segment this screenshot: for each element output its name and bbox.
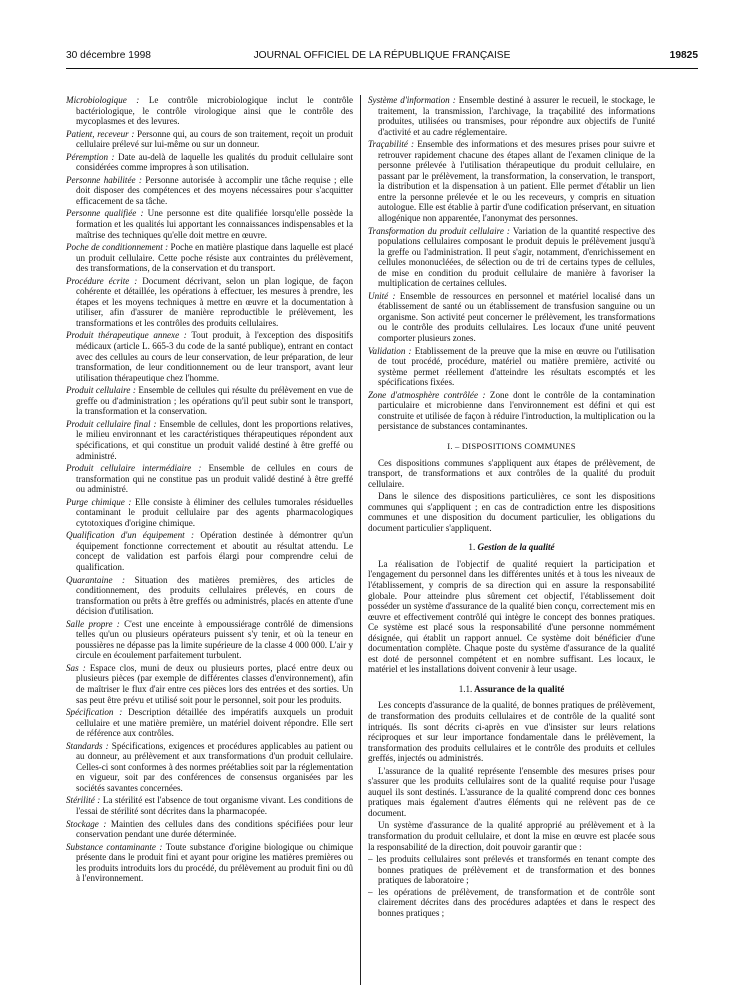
definition-term: Substance contaminante : [66, 841, 163, 852]
definition-text: Situation des matières premières, des articles de conditionnement, des produits cellulaires prélevés, en cours de transformation ou prêts à être greffés ou administrés, placés en attente d'une décision d'utilisation. [76, 574, 353, 617]
definition-entry [66, 242, 353, 274]
definition-entry [66, 819, 353, 840]
definition-entry [66, 795, 353, 816]
definition-entry [66, 463, 353, 495]
definition-text: Personne qui, au cours de son traitement, reçoit un produit cellulaire prélevé sur lui-même ou sur un donneur. [76, 128, 353, 150]
definition-term: Quarantaine : [66, 574, 126, 585]
definition-entry [368, 291, 655, 344]
definition-entry [66, 175, 353, 207]
paragraph: Les concepts d'assurance de la qualité, de bonnes pratiques de prélèvement, de transformation des produits cellulaires et de contrôle de la qualité sont intriqués. Ils sont décrits ci-après en vue d'insister sur leurs relations réciproques et sur leur importance fondamentale dans le prélèvement, la transformation des produits cellulaires et le contrôle des produits et cellules greffés, injectés ou administrés. [368, 700, 655, 764]
definition-term: Personne qualifiée : [66, 208, 144, 219]
definition-term: Qualification d'un équipement : [66, 530, 194, 541]
definition-entry [66, 497, 353, 529]
definition-term: Produit cellulaire intermédiaire : [66, 463, 202, 474]
definition-text: Ensemble de ressources en personnel et matériel localisé dans un établissement de santé ou un établissement de transfusion sanguine ou un organisme. Son activité peut concerner le prélèvement, les transformations ou le contrôle des produits cellulaires. Les locaux d'une unité peuvent comporter plusieurs zones. [378, 290, 655, 344]
definition-text: Description détaillée des impératifs auxquels un produit cellulaire et une matière première, un matériel doivent répondre. Elle sert de référence aux contrôles. [76, 707, 353, 739]
definition-entry [66, 152, 353, 173]
definition-entry [66, 575, 353, 617]
definition-entry [66, 129, 353, 150]
definition-term: Procédure écrite : [66, 275, 138, 286]
page-number: 19825 [669, 50, 698, 61]
definition-text: La stérilité est l'absence de tout organisme vivant. Les conditions de l'essai de stérilité sont décrites dans la pharmacopée. [76, 795, 353, 816]
definition-entry [66, 530, 353, 572]
definition-term: Microbiologique : [66, 95, 140, 105]
right-column [368, 95, 655, 985]
definition-text: Maintien des cellules dans des conditions spécifiées pour leur conservation pendant une durée déterminée. [76, 818, 353, 840]
definition-term: Purge chimique : [66, 496, 132, 507]
definition-term: Traçabilité : [368, 139, 415, 150]
definition-text: Poche en matière plastique dans laquelle est placé un produit cellulaire. Cette poche résiste aux contraintes du prélèvement, des transformations, de la conservation et du transport. [76, 242, 353, 274]
definition-entry [66, 385, 353, 417]
definition-term: Produit cellulaire final : [66, 418, 157, 429]
page-header [66, 46, 698, 69]
definition-entry [368, 226, 655, 289]
paragraph: Ces dispositions communes s'appliquent aux étapes de prélèvement, de transport, de transformations et aux contrôles de la qualité du produit cellulaire. [368, 457, 655, 489]
bullet-list [368, 854, 655, 918]
definition-text: Date au-delà de laquelle les qualités du produit cellulaire sont considérées comme impropres à son utilisation. [76, 151, 353, 173]
header-date: 30 décembre 1998 [66, 50, 151, 61]
definition-entry [66, 95, 353, 127]
definition-term: Spécification : [66, 707, 123, 718]
definition-entry [368, 95, 655, 137]
definition-term: Péremption : [66, 151, 115, 162]
column-divider [360, 95, 361, 985]
definition-term: Unité : [368, 290, 396, 301]
definition-term: Zone d'atmosphère contrôlée : [368, 389, 486, 400]
definition-text: Espace clos, muni de deux ou plusieurs portes, placé entre deux ou plusieurs pièces (par exemple de différentes classes d'environnement), afin de maîtriser le flux d'air entre ces pièces lors des entrées et des sorties. Un sas peut être prévu et utilisé soit pour le personnel, soit pour les produits. [76, 662, 353, 705]
definition-entry [66, 707, 353, 739]
definition-text: Ensemble de cellules en cours de transformation qui ne constitue pas un produit validé destiné à être greffé ou administré. [76, 463, 353, 495]
definition-entry [66, 208, 353, 240]
definition-text: Ensemble destiné à assurer le recueil, le stockage, le traitement, la transmission, l'archivage, la traçabilité des informations produites, utilisées ou transmises, pour répondre aux objectifs de l'unité d'activité et au cadre réglementaire. [378, 95, 655, 137]
subsubsection-number: 1.1. [458, 683, 473, 694]
definition-text: Personne autorisée à accomplir une tâche requise ; elle doit disposer des compétences et des moyens nécessaires pour s'acquitter efficacement de sa tâche. [76, 174, 353, 206]
definition-text: Spécifications, exigences et procédures applicables au patient ou au donneur, au prélèvement et aux transformations d'un produit cellulaire. Celles-ci sont conformes à des normes préétablies soit par la réglementation en vigueur, soit par des conférences de consensus organisées par les sociétés savantes concernées. [76, 740, 353, 793]
definition-entry [66, 330, 353, 383]
section-heading: I. – DISPOSITIONS COMMUNES [447, 440, 576, 451]
subsection-number: 1. [468, 542, 476, 553]
subsection-heading [368, 542, 655, 553]
definition-text: Tout produit, à l'exception des dispositifs médicaux (article L. 665-3 du code de la santé publique), entrant en contact avec des cellules au cours de leur conservation, de leur préparation, de leur transformation, de leur conditionnement ou de leur transport, avant leur utilisation thérapeutique chez l'homme. [76, 330, 353, 383]
definition-text: Document décrivant, selon un plan logique, de façon cohérente et détaillée, les opérations à effectuer, les mesures à prendre, les étapes et les moyens techniques à mettre en œuvre et la documentation à utiliser, afin d'assurer de manière reproductible le prélèvement, les transformations et les contrôles des produits cellulaires. [76, 275, 353, 328]
definition-text: Une personne est dite qualifiée lorsqu'elle possède la formation et les qualités lui apportant les connaissances indispensables et la maîtrise des techniques qu'elle doit mettre en œuvre. [76, 208, 353, 240]
definition-text: Variation de la quantité respective des populations cellulaires composant le produit depuis le prélèvement jusqu'à la greffe ou l'administration. Il peut s'agir, notamment, d'enrichissement en cellules mononucléées, de sélection ou de tri de certains types de cellules, de mise en condition du produit cellulaire de manière à favoriser la multiplication de certaines cellules. [378, 225, 655, 289]
definition-text: Ensemble des informations et des mesures prises pour suivre et retrouver rapidement chacune des étapes allant de l'examen clinique de la personne prélevée à l'utilisation thérapeutique du produit cellulaire, en passant par le prélèvement, la transformation, la conservation, le transport, la distribution et la dispensation à un patient. Elle permet d'établir un lien entre la personne prélevée et le ou les receveurs, y compris en situation autologue. Elle est établie à partir d'une codification préservant, en situation allogénique non apparentée, l'anonymat des personnes. [378, 139, 655, 224]
definition-entry [66, 419, 353, 461]
paragraph: Un système d'assurance de la qualité approprié au prélèvement et à la transformation du produit cellulaire, et dont la mise en œuvre est placée sous la responsabilité de la direction, doit pouvoir garantir que : [368, 820, 655, 852]
definition-term: Patient, receveur : [66, 128, 135, 139]
definition-term: Salle propre : [66, 618, 120, 629]
subsection-title: Gestion de la qualité [477, 542, 555, 553]
definition-text: Le contrôle microbiologique inclut le contrôle bactériologique, le contrôle virologique ainsi que le contrôle des mycoplasmes et des levures. [76, 95, 353, 127]
definition-entry [66, 619, 353, 661]
definition-text: Etablissement de la preuve que la mise en œuvre ou l'utilisation de tout procédé, procédure, matériel ou matière première, activité ou système permet réellement d'atteindre les résultats escomptés et les spécifications fixées. [378, 345, 655, 388]
definition-entry [66, 741, 353, 794]
definition-text: Elle consiste à éliminer des cellules tumorales résiduelles contaminant le produit cellulaire par des agents pharmacologiques cytotoxiques d'origine chimique. [76, 496, 353, 528]
definition-term: Système d'information : [368, 95, 456, 105]
definition-term: Poche de conditionnement : [66, 242, 169, 253]
list-item: – les produits cellulaires sont prélevés et transformés en tenant compte des bonnes pratiques de prélèvement et de transformation et des bonnes pratiques de laboratoire ; [368, 854, 655, 886]
list-item: – les opérations de prélèvement, de transformation et de contrôle sont clairement décrites dans des procédures adaptées et dans le respect des bonnes pratiques ; [368, 886, 655, 918]
definition-text: Ensemble de cellules qui résulte du prélèvement en vue de greffe ou d'administration ; les opérations qu'il peut subir sont le transport, la transformation et la conservation. [76, 385, 353, 417]
definition-term: Produit cellulaire : [66, 385, 136, 396]
left-column [66, 95, 353, 985]
paragraph: L'assurance de la qualité représente l'ensemble des mesures prises pour s'assurer que les produits cellulaires sont de la qualité requise pour l'usage auquel ils sont destinés. L'assurance de la qualité comprend donc ces bonnes pratiques mais également d'autres éléments qui ne relèvent pas de ce document. [368, 765, 655, 818]
definition-term: Produit thérapeutique annexe : [66, 330, 187, 341]
definition-text: Ensemble de cellules, dont les proportions relatives, le milieu environnant et les caractéristiques thérapeutiques répondent aux spécifications, et qui constitue un produit validé destiné à être greffé ou administré. [76, 418, 353, 461]
definition-term: Stérilité : [66, 795, 101, 806]
definition-term: Transformation du produit cellulaire : [368, 225, 510, 236]
definition-entry [368, 139, 655, 223]
paragraph: La réalisation de l'objectif de qualité requiert la participation et l'engagement du personnel dans les différentes unités et à tous les niveaux de l'établissement, y compris de sa direction qui en assure la responsabilité globale. Pour atteindre plus sûrement cet objectif, l'établissement doit posséder un système d'assurance de la qualité bien conçu, correctement mis en œuvre et effectivement contrôlé qui intègre le concept des bonnes pratiques. Ce système est placé sous la responsabilité d'une personne nommément désignée, qui établit un rapport annuel. Ce système doit bénéficier d'une documentation complète. Chaque poste du système d'assurance de la qualité est doté de personnel compétent et en nombre suffisant. Les locaux, le matériel et les installations doivent convenir à leur usage. [368, 558, 655, 675]
journal-title: JOURNAL OFFICIEL DE LA RÉPUBLIQUE FRANÇAISE [253, 50, 511, 61]
definition-entry [66, 842, 353, 884]
definition-text: Toute substance d'origine biologique ou chimique présente dans le produit fini et ayant pour origine les matières premières ou les produits introduits lors du procédé, du prélèvement au produit fini ou dû à l'environnement. [76, 841, 353, 884]
definition-text: Zone dont le contrôle de la contamination particulaire et microbienne dans l'environnement est défini et qui est construite et utilisée de façon à réduire l'introduction, la multiplication ou la persistance de substances contaminantes. [378, 389, 655, 432]
definition-term: Sas : [66, 662, 86, 673]
paragraph: Dans le silence des dispositions particulières, ce sont les dispositions communes qui s'appliquent ; en cas de contradiction entre les dispositions communes et une disposition du document particulier, les obligations du document particulier s'appliquent. [368, 491, 655, 533]
subsubsection-title: Assurance de la qualité [474, 683, 565, 694]
definition-term: Stockage : [66, 818, 107, 829]
definition-text: C'est une enceinte à empoussiérage contrôlé de dimensions telles qu'un ou plusieurs opérateurs puissent s'y tenir, et où la teneur en poussières ne dépasse pas la limite supérieure de la classe 4 000 000. L'air y circule en écoulement parfaitement turbulent. [76, 618, 353, 661]
definition-entry [66, 276, 353, 329]
definition-entry [66, 663, 353, 705]
definition-entry [368, 390, 655, 432]
definition-term: Validation : [368, 345, 412, 356]
definition-text: Opération destinée à démontrer qu'un équipement fonctionne correctement et aboutit au résultat attendu. Le concept de validation est parfois élargi pour comprendre celui de qualification. [76, 530, 353, 572]
definition-term: Standards : [66, 740, 109, 751]
definition-term: Personne habilitée : [66, 174, 142, 185]
subsubsection-heading [368, 684, 655, 695]
definition-entry [368, 346, 655, 388]
